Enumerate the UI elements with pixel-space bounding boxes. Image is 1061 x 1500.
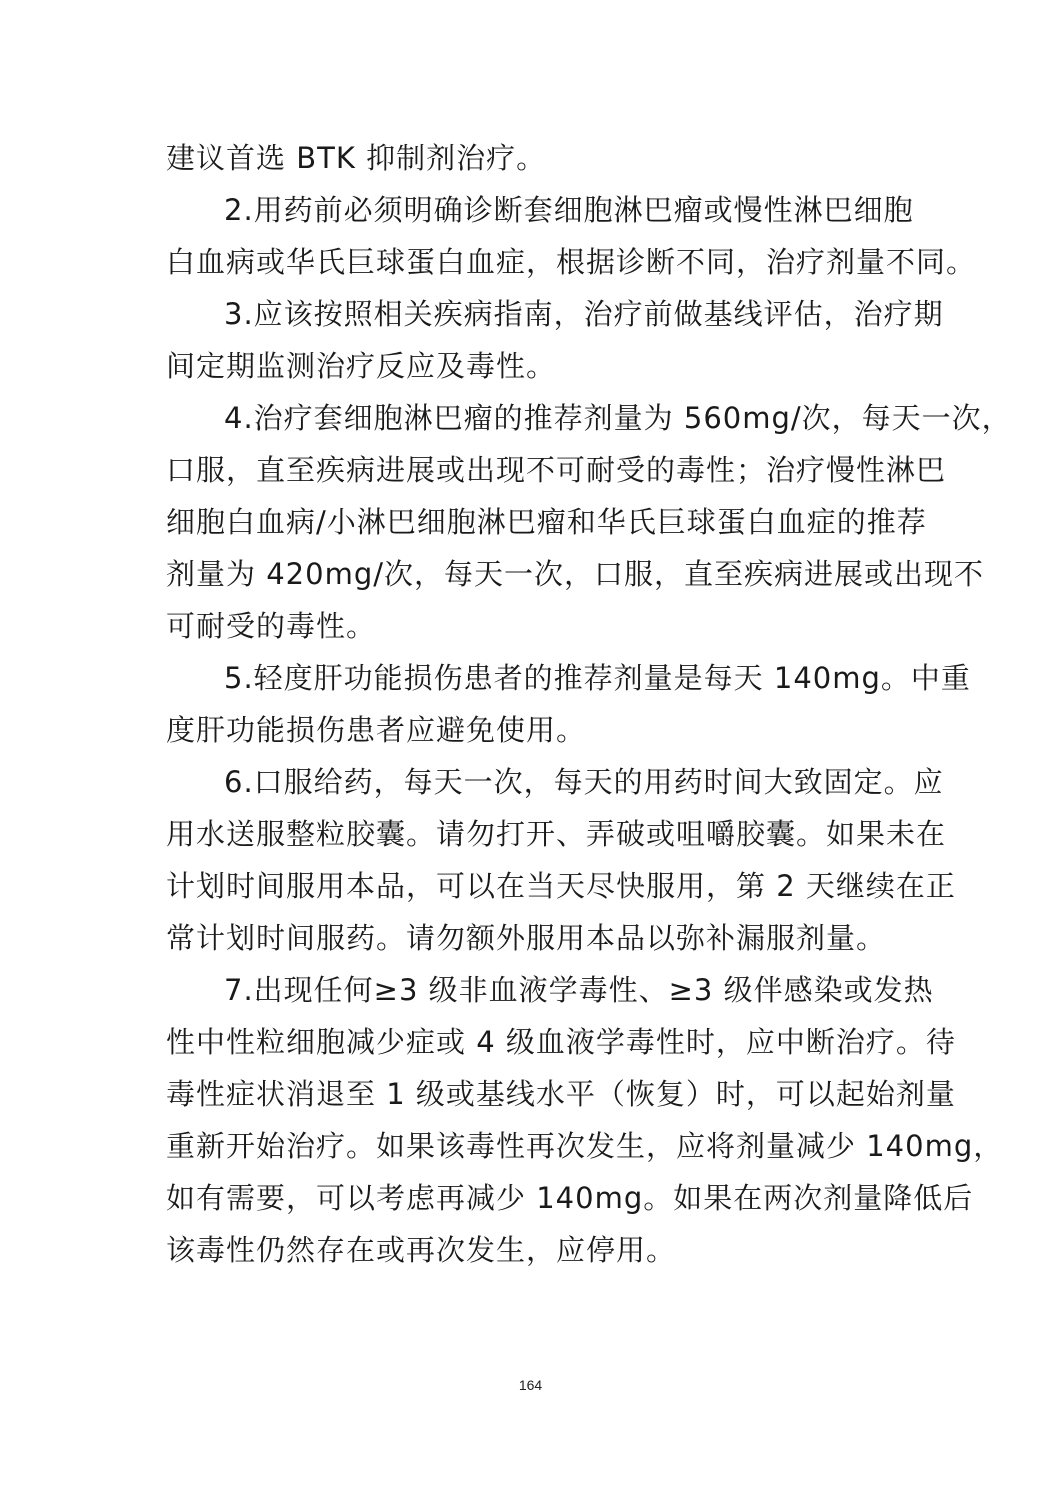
paragraph [166,756,956,964]
paragraph [166,652,971,756]
paragraph [166,132,906,184]
text-line: 可耐受的毒性。 [166,609,377,643]
text-line: 如有需要，可以考虑再减少 140mg。如果在两次剂量降低后 [166,1181,974,1215]
text-line: 性中性粒细胞减少症或 4 级血液学毒性时，应中断治疗。待 [166,1025,956,1059]
text-line: 3.应该按照相关疾病指南，治疗前做基线评估，治疗期 [224,297,944,331]
document-body [166,132,1012,1276]
text-line: 5.轻度肝功能损伤患者的推荐剂量是每天 140mg。中重 [224,661,971,695]
paragraph [166,964,1004,1276]
text-line: 2.用药前必须明确诊断套细胞淋巴瘤或慢性淋巴细胞 [224,193,914,227]
text-line: 4.治疗套细胞淋巴瘤的推荐剂量为 560mg/次，每天一次， [224,401,1012,435]
paragraph [166,288,944,392]
text-line: 间定期监测治疗反应及毒性。 [166,349,557,383]
text-line: 毒性症状消退至 1 级或基线水平（恢复）时，可以起始剂量 [166,1077,956,1111]
text-line: 7.出现任何≥3 级非血液学毒性、≥3 级伴感染或发热 [224,973,934,1007]
paragraph [166,392,1012,652]
text-line: 常计划时间服药。请勿额外服用本品以弥补漏服剂量。 [166,921,887,955]
text-line: 建议首选 BTK 抑制剂治疗。 [166,141,547,175]
text-line: 重新开始治疗。如果该毒性再次发生，应将剂量减少 140mg， [166,1129,1004,1163]
text-line: 用水送服整粒胶囊。请勿打开、弄破或咀嚼胶囊。如果未在 [166,817,947,851]
text-line: 计划时间服用本品，可以在当天尽快服用，第 2 天继续在正 [166,869,956,903]
text-line: 细胞白血病/小淋巴细胞淋巴瘤和华氏巨球蛋白血症的推荐 [166,505,927,539]
paragraph [166,184,977,288]
page-number: 164 [518,1377,543,1393]
text-line: 白血病或华氏巨球蛋白血症，根据诊断不同，治疗剂量不同。 [166,245,977,279]
text-line: 度肝功能损伤患者应避免使用。 [166,713,587,747]
text-line: 口服，直至疾病进展或出现不可耐受的毒性；治疗慢性淋巴 [166,453,947,487]
text-line: 6.口服给药，每天一次，每天的用药时间大致固定。应 [224,765,944,799]
text-line: 剂量为 420mg/次，每天一次，口服，直至疾病进展或出现不 [166,557,984,591]
text-line: 该毒性仍然存在或再次发生，应停用。 [166,1233,677,1267]
